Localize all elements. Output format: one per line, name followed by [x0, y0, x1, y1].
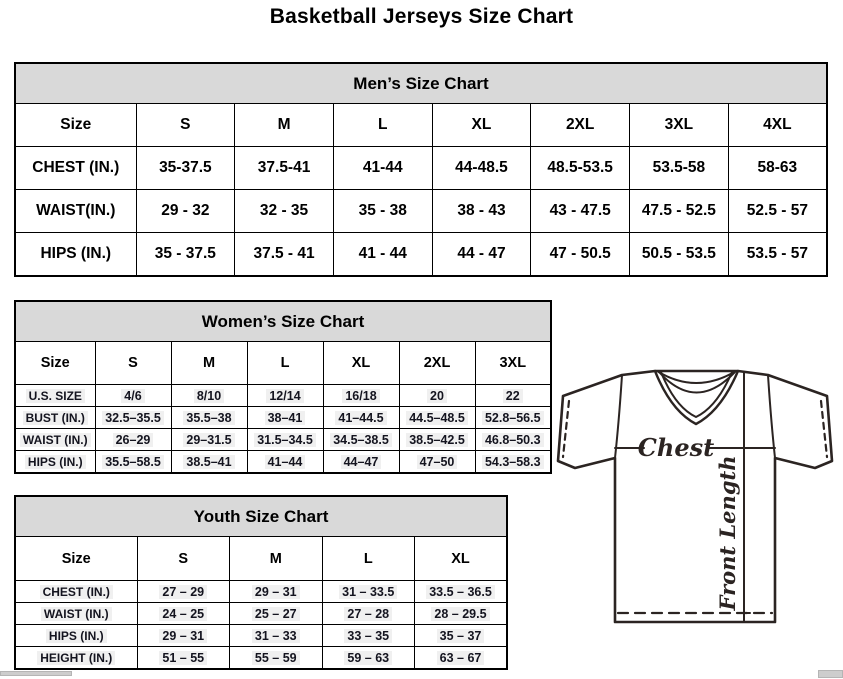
row-label: WAIST (IN.) [15, 603, 137, 625]
youth-size-table [14, 495, 508, 670]
horizontal-scrollbar-thumb[interactable] [0, 671, 72, 676]
table-row [15, 190, 827, 233]
column-header: Size [15, 104, 136, 147]
row-label: HEIGHT (IN.) [15, 647, 137, 670]
left-sleeve-seam [615, 375, 622, 458]
column-header: 3XL [475, 342, 551, 385]
table-row [15, 603, 507, 625]
value-cell: 53.5 - 57 [728, 233, 827, 277]
value-cell: 35-37.5 [136, 147, 235, 190]
value-cell: 44 - 47 [432, 233, 531, 277]
value-cell: 47–50 [399, 451, 475, 474]
value-cell: 35 - 38 [333, 190, 432, 233]
table-row [15, 233, 827, 277]
jersey-measurement-diagram [551, 361, 843, 627]
value-cell: 31 – 33.5 [322, 581, 415, 603]
row-label: BUST (IN.) [15, 407, 95, 429]
value-cell: 35.5–58.5 [95, 451, 171, 474]
column-header: M [171, 342, 247, 385]
column-header: XL [323, 342, 399, 385]
value-cell: 41–44 [247, 451, 323, 474]
column-header: S [95, 342, 171, 385]
value-cell: 38 - 43 [432, 190, 531, 233]
value-cell: 27 – 28 [322, 603, 415, 625]
value-cell: 54.3–58.3 [475, 451, 551, 474]
table-row [15, 581, 507, 603]
value-cell: 41–44.5 [323, 407, 399, 429]
row-label: WAIST(IN.) [15, 190, 136, 233]
column-header: 2XL [531, 104, 630, 147]
value-cell: 31 – 33 [230, 625, 323, 647]
value-cell: 31.5–34.5 [247, 429, 323, 451]
value-cell: 29–31.5 [171, 429, 247, 451]
horizontal-scrollbar-corner[interactable] [818, 670, 843, 678]
column-header: S [137, 537, 230, 581]
value-cell: 32 - 35 [235, 190, 334, 233]
value-cell: 25 – 27 [230, 603, 323, 625]
value-cell: 33 – 35 [322, 625, 415, 647]
womens-size-table [14, 300, 552, 474]
right-sleeve-seam [768, 375, 775, 458]
value-cell: 44-48.5 [432, 147, 531, 190]
table-row [15, 429, 551, 451]
value-cell: 35 - 37.5 [136, 233, 235, 277]
value-cell: 28 – 29.5 [415, 603, 508, 625]
value-cell: 29 – 31 [230, 581, 323, 603]
value-cell: 8/10 [171, 385, 247, 407]
value-cell: 35 – 37 [415, 625, 508, 647]
row-label: CHEST (IN.) [15, 581, 137, 603]
value-cell: 55 – 59 [230, 647, 323, 670]
youth-size-chart-section [14, 495, 508, 670]
column-header: 2XL [399, 342, 475, 385]
jersey-outline [558, 371, 832, 622]
row-label: U.S. SIZE [15, 385, 95, 407]
mens-size-table [14, 62, 828, 277]
value-cell: 38–41 [247, 407, 323, 429]
table-row [15, 147, 827, 190]
row-label: CHEST (IN.) [15, 147, 136, 190]
value-cell: 52.5 - 57 [728, 190, 827, 233]
value-cell: 33.5 – 36.5 [415, 581, 508, 603]
value-cell: 24 – 25 [137, 603, 230, 625]
column-header: L [247, 342, 323, 385]
value-cell: 53.5-58 [630, 147, 729, 190]
value-cell: 51 – 55 [137, 647, 230, 670]
value-cell: 44.5–48.5 [399, 407, 475, 429]
column-header: XL [432, 104, 531, 147]
page-title: Basketball Jerseys Size Chart [269, 5, 574, 28]
value-cell: 59 – 63 [322, 647, 415, 670]
table-title: Men’s Size Chart [15, 63, 827, 104]
left-cuff-dashed-line [563, 401, 569, 457]
row-label: HIPS (IN.) [15, 233, 136, 277]
right-cuff-dashed-line [821, 401, 827, 457]
table-row [15, 451, 551, 474]
value-cell: 16/18 [323, 385, 399, 407]
table-row [15, 407, 551, 429]
value-cell: 58-63 [728, 147, 827, 190]
value-cell: 47 - 50.5 [531, 233, 630, 277]
value-cell: 37.5 - 41 [235, 233, 334, 277]
value-cell: 38.5–42.5 [399, 429, 475, 451]
value-cell: 41 - 44 [333, 233, 432, 277]
column-header: Size [15, 342, 95, 385]
value-cell: 41-44 [333, 147, 432, 190]
value-cell: 29 - 32 [136, 190, 235, 233]
value-cell: 29 – 31 [137, 625, 230, 647]
value-cell: 46.8–50.3 [475, 429, 551, 451]
womens-size-chart-section [14, 300, 552, 474]
chest-label: Chest [637, 433, 715, 462]
value-cell: 22 [475, 385, 551, 407]
column-header: S [136, 104, 235, 147]
value-cell: 38.5–41 [171, 451, 247, 474]
value-cell: 32.5–35.5 [95, 407, 171, 429]
column-header: 3XL [630, 104, 729, 147]
value-cell: 63 – 67 [415, 647, 508, 670]
front-length-label: Front Length [715, 455, 740, 611]
table-row [15, 625, 507, 647]
value-cell: 47.5 - 52.5 [630, 190, 729, 233]
value-cell: 20 [399, 385, 475, 407]
value-cell: 4/6 [95, 385, 171, 407]
mens-size-chart-section [14, 62, 828, 277]
value-cell: 43 - 47.5 [531, 190, 630, 233]
value-cell: 50.5 - 53.5 [630, 233, 729, 277]
value-cell: 44–47 [323, 451, 399, 474]
column-header: XL [415, 537, 508, 581]
table-title: Youth Size Chart [15, 496, 507, 537]
row-label: HIPS (IN.) [15, 451, 95, 474]
value-cell: 26–29 [95, 429, 171, 451]
column-header: L [333, 104, 432, 147]
column-header: M [230, 537, 323, 581]
value-cell: 27 – 29 [137, 581, 230, 603]
value-cell: 12/14 [247, 385, 323, 407]
value-cell: 34.5–38.5 [323, 429, 399, 451]
column-header: Size [15, 537, 137, 581]
table-row [15, 385, 551, 407]
value-cell: 35.5–38 [171, 407, 247, 429]
table-title: Women’s Size Chart [15, 301, 551, 342]
column-header: M [235, 104, 334, 147]
value-cell: 37.5-41 [235, 147, 334, 190]
column-header: L [322, 537, 415, 581]
row-label: HIPS (IN.) [15, 625, 137, 647]
column-header: 4XL [728, 104, 827, 147]
value-cell: 48.5-53.5 [531, 147, 630, 190]
value-cell: 52.8–56.5 [475, 407, 551, 429]
table-row [15, 647, 507, 670]
row-label: WAIST (IN.) [15, 429, 95, 451]
